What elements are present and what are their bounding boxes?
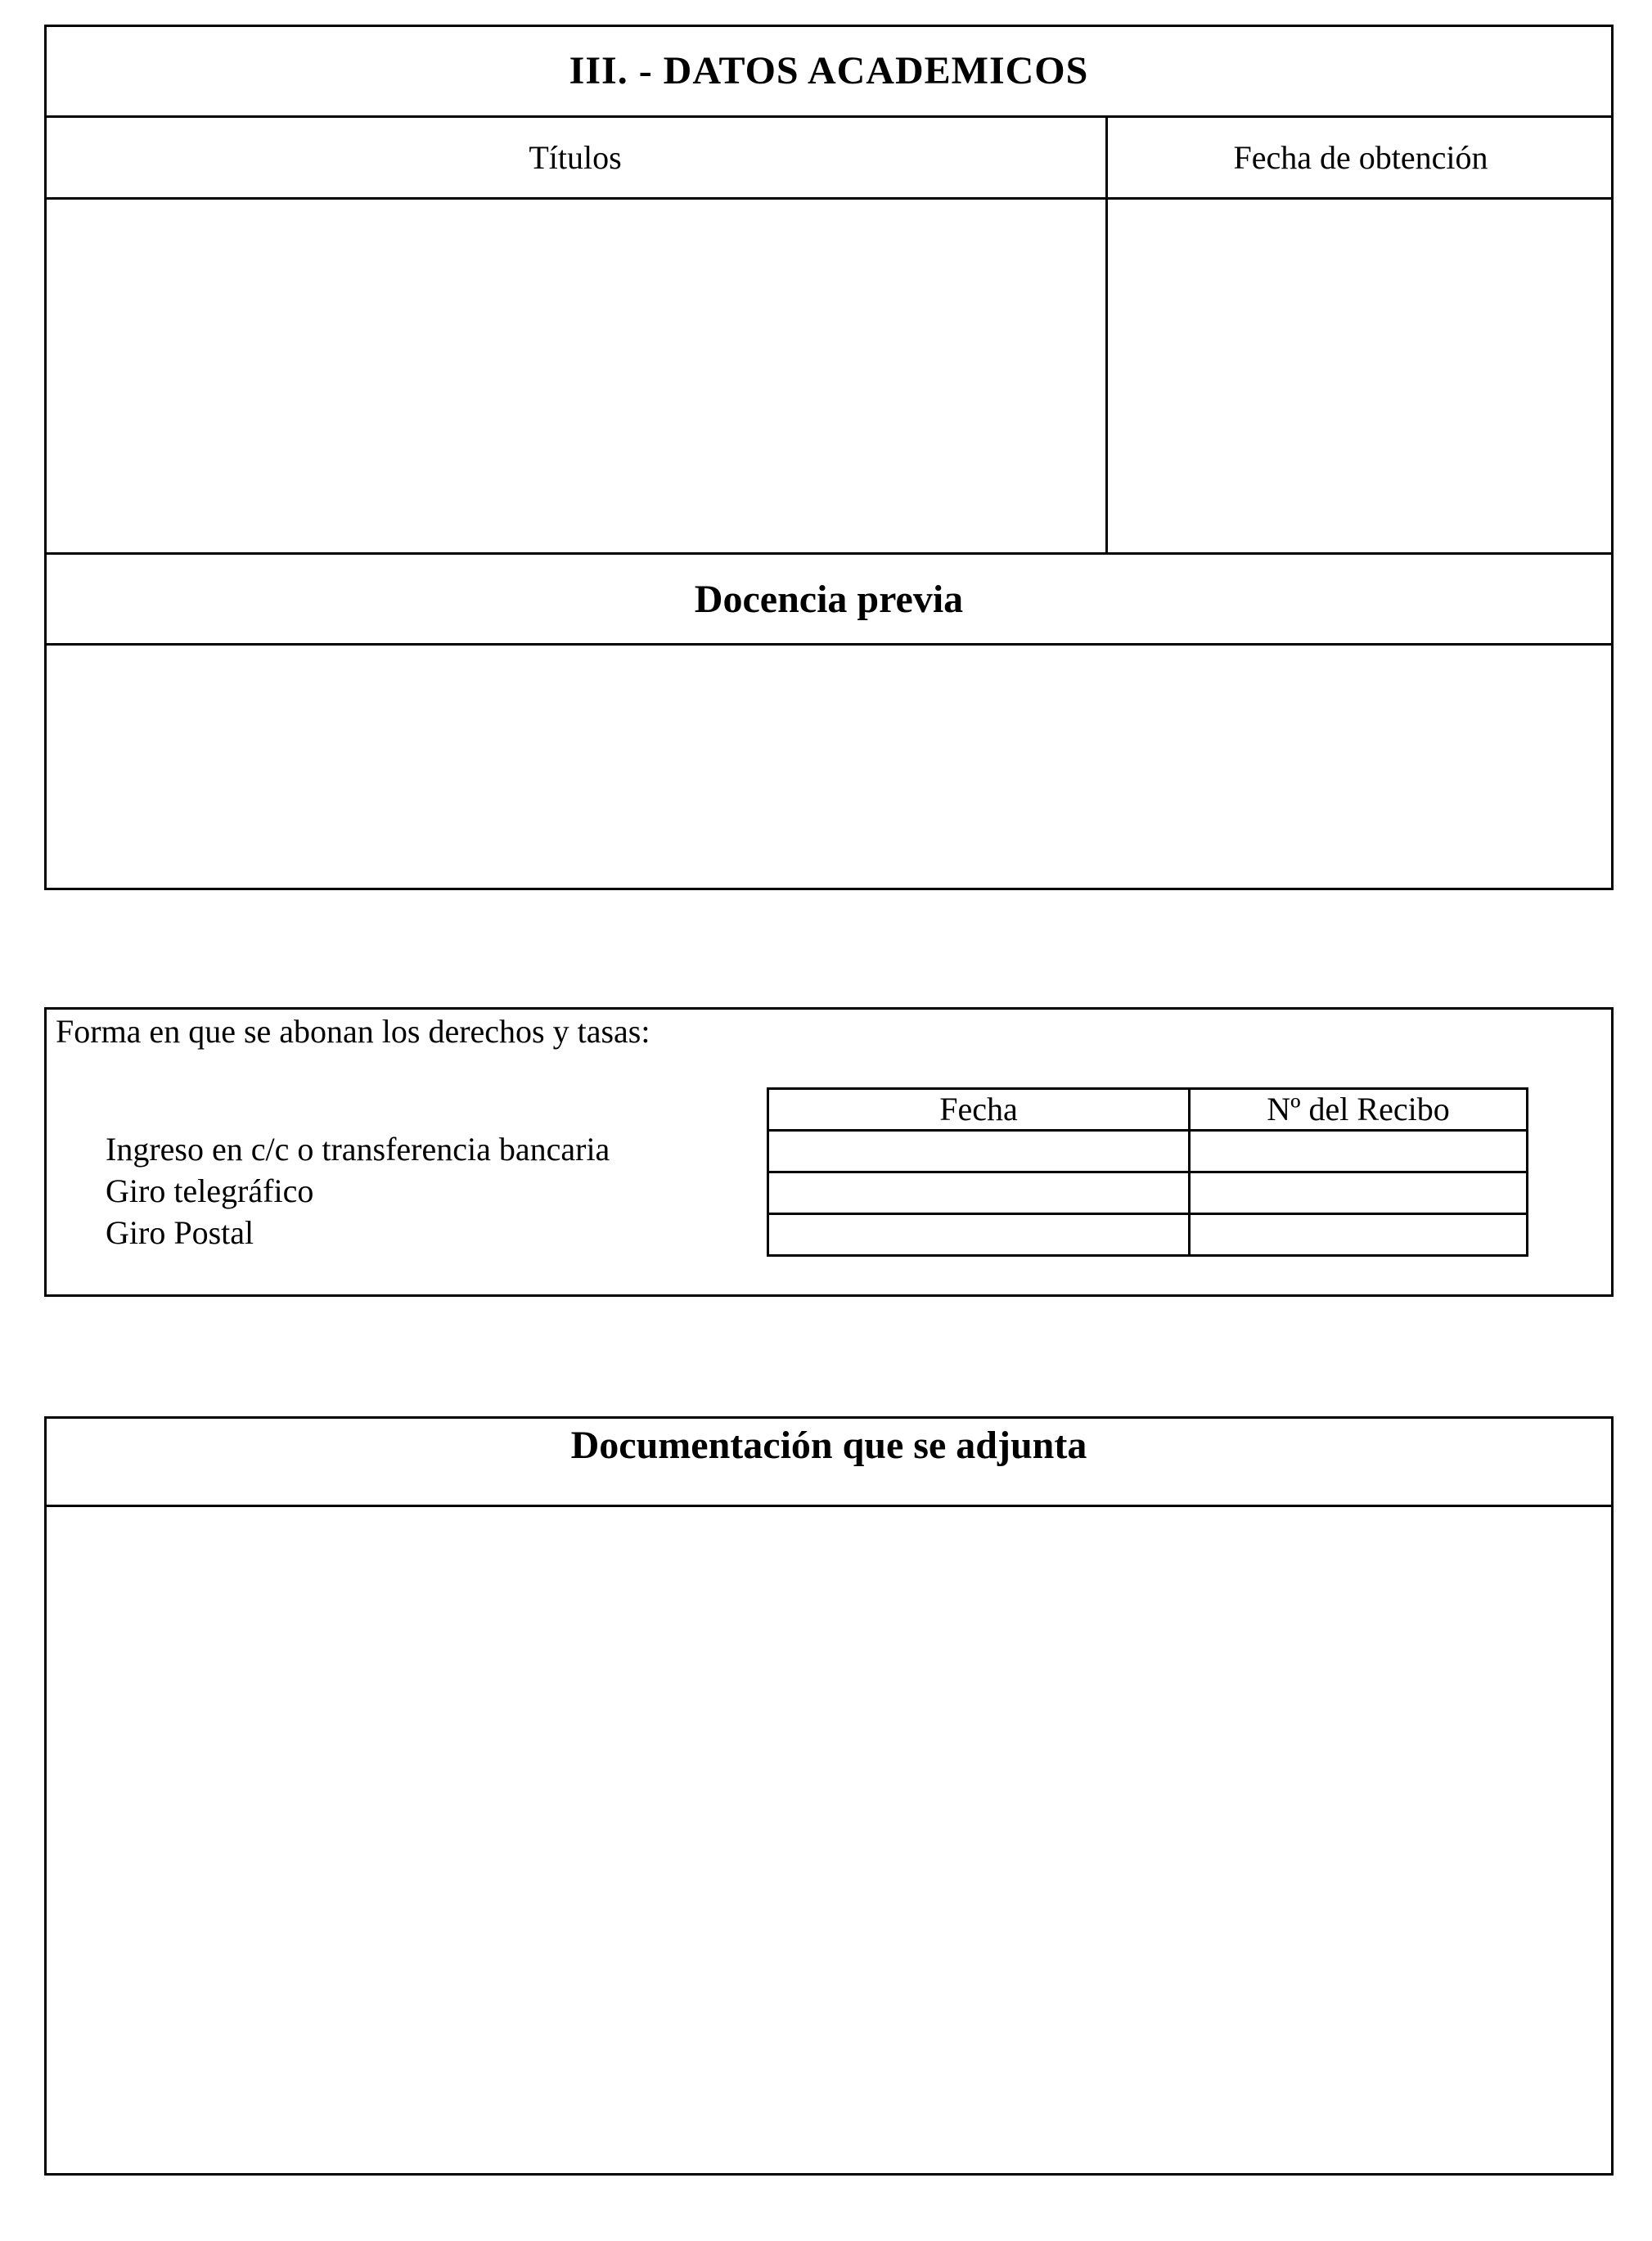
divider [44, 1505, 1614, 1507]
date-obtained-field[interactable] [1113, 205, 1608, 548]
section-title-previous-teaching: Docencia previa [694, 577, 964, 621]
payment-label: Forma en que se abonan los derechos y tasas: [56, 1013, 650, 1050]
table-cell-receipt[interactable] [1192, 1132, 1524, 1169]
divider [767, 1171, 1528, 1173]
titles-field[interactable] [49, 205, 1101, 548]
table-cell-receipt[interactable] [1192, 1216, 1524, 1253]
table-cell-date[interactable] [771, 1132, 1185, 1169]
divider [767, 1213, 1528, 1215]
payment-method-postal-order: Giro Postal [106, 1214, 254, 1251]
previous-teaching-field[interactable] [49, 650, 1608, 884]
divider [44, 197, 1614, 200]
column-header-titles: Títulos [529, 139, 622, 176]
table-cell-date[interactable] [771, 1216, 1185, 1253]
table-cell-receipt[interactable] [1192, 1174, 1524, 1211]
divider [44, 643, 1614, 646]
divider [767, 1129, 1528, 1132]
payment-method-bank-transfer: Ingreso en c/c o transferencia bancaria [106, 1131, 610, 1168]
table-header-receipt-number: Nº del Recibo [1267, 1090, 1450, 1127]
section-title-academic: III. - DATOS ACADEMICOS [569, 48, 1089, 92]
column-divider [1105, 115, 1108, 555]
table-cell-date[interactable] [771, 1174, 1185, 1211]
attached-documents-field[interactable] [49, 1512, 1608, 2171]
table-header-date: Fecha [939, 1090, 1018, 1127]
column-header-date-obtained: Fecha de obtención [1233, 139, 1488, 176]
payment-method-telegraphic-order: Giro telegráfico [106, 1172, 314, 1209]
section-title-attached-documents: Documentación que se adjunta [570, 1423, 1087, 1467]
